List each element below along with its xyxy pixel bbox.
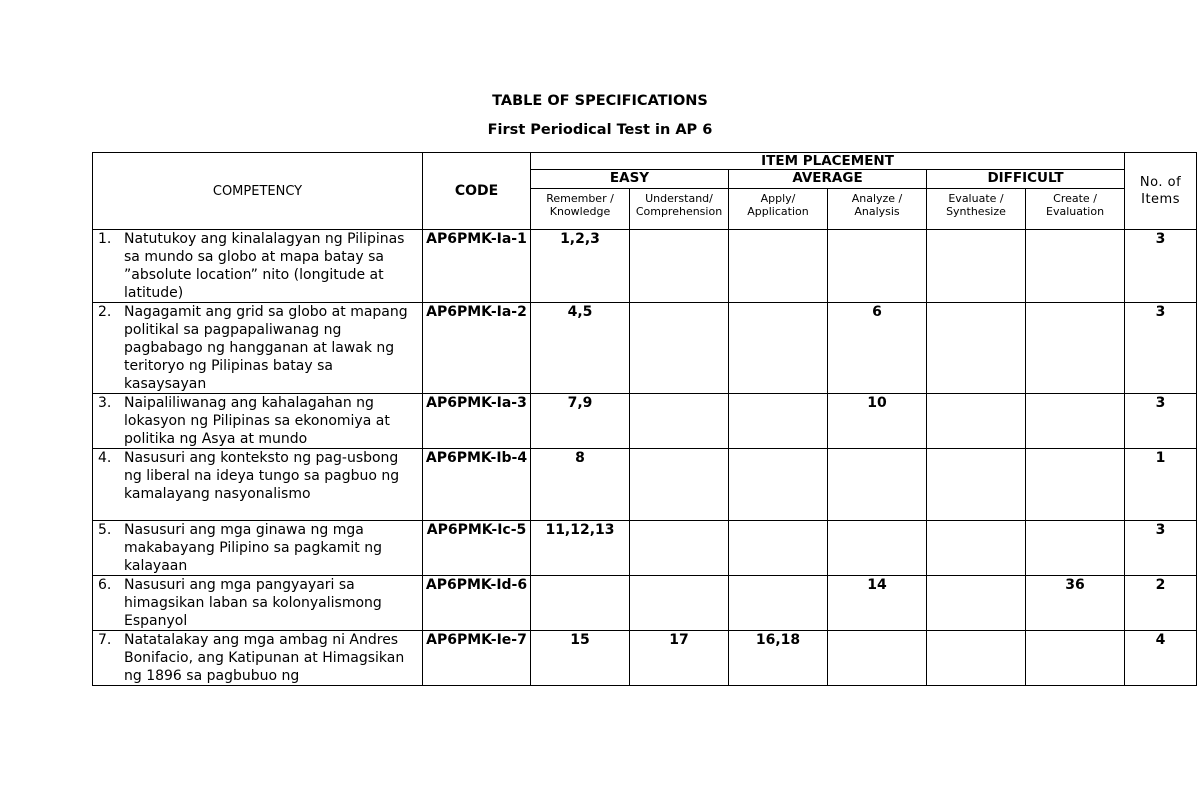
table-row <box>93 303 1197 394</box>
subheader-apply: Apply/ Application <box>729 189 828 230</box>
item-placement-cell <box>729 449 828 521</box>
competency-cell <box>93 230 423 303</box>
subheader-analyze: Analyze / Analysis <box>828 189 927 230</box>
item-placement-cell: 1,2,3 <box>531 230 630 303</box>
table-row <box>93 449 1197 521</box>
no-of-items-cell: 2 <box>1125 576 1197 631</box>
subheader-evaluate: Evaluate / Synthesize <box>927 189 1026 230</box>
item-placement-cell: 14 <box>828 576 927 631</box>
item-placement-cell <box>828 230 927 303</box>
item-placement-cell: 11,12,13 <box>531 521 630 576</box>
item-placement-cell <box>1026 394 1125 449</box>
code-cell: AP6PMK-Ia-2 <box>423 303 531 394</box>
item-placement-cell <box>531 576 630 631</box>
document-subtitle: First Periodical Test in AP 6 <box>487 122 713 138</box>
header-item-placement: ITEM PLACEMENT <box>531 153 1125 170</box>
specifications-table <box>92 152 1197 686</box>
competency-number: 5. <box>98 522 112 538</box>
item-placement-cell <box>630 521 729 576</box>
item-placement-cell <box>828 521 927 576</box>
competency-number: 2. <box>98 304 112 320</box>
no-of-items-cell: 1 <box>1125 449 1197 521</box>
item-placement-cell <box>1026 631 1125 686</box>
competency-text: Naipaliliwanag ang kahalagahan ng lokasyon ng Pilipinas sa ekonomiya at politika ng Asya at mundo <box>124 395 390 447</box>
competency-text: Natutukoy ang kinalalagyan ng Pilipinas sa mundo sa globo at mapa batay sa ”absolute location” nito (longitude at latitude) <box>124 231 405 301</box>
item-placement-cell <box>1026 521 1125 576</box>
item-placement-cell <box>729 230 828 303</box>
item-placement-cell: 15 <box>531 631 630 686</box>
item-placement-cell <box>1026 303 1125 394</box>
item-placement-cell <box>729 303 828 394</box>
item-placement-cell <box>729 394 828 449</box>
item-placement-cell <box>1026 230 1125 303</box>
header-no-of-items: No. of Items <box>1125 153 1197 230</box>
item-placement-cell <box>927 576 1026 631</box>
item-placement-cell <box>927 449 1026 521</box>
competency-text: Nasusuri ang mga ginawa ng mga makabayang Pilipino sa pagkamit ng kalayaan <box>124 522 383 574</box>
item-placement-cell: 4,5 <box>531 303 630 394</box>
item-placement-cell <box>828 449 927 521</box>
code-cell: AP6PMK-Ie-7 <box>423 631 531 686</box>
item-placement-cell: 16,18 <box>729 631 828 686</box>
item-placement-cell <box>729 521 828 576</box>
competency-number: 7. <box>98 632 112 648</box>
competency-cell <box>93 303 423 394</box>
code-cell: AP6PMK-Ic-5 <box>423 521 531 576</box>
code-cell: AP6PMK-Id-6 <box>423 576 531 631</box>
header-easy: EASY <box>531 170 729 189</box>
competency-text: Nasusuri ang konteksto ng pag-usbong ng liberal na ideya tungo sa pagbuo ng kamalayang nasyonalismo <box>124 450 400 502</box>
subheader-remember: Remember / Knowledge <box>531 189 630 230</box>
no-of-items-cell: 4 <box>1125 631 1197 686</box>
item-placement-cell <box>729 576 828 631</box>
item-placement-cell <box>927 521 1026 576</box>
competency-cell <box>93 631 423 686</box>
item-placement-cell <box>630 576 729 631</box>
competency-text: Nagagamit ang grid sa globo at mapang politikal sa pagpapaliwanag ng pagbabago ng hangganan at lawak ng teritoryo ng Pilipinas batay sa kasaysayan <box>124 304 408 392</box>
competency-text: Nasusuri ang mga pangyayari sa himagsikan laban sa kolonyalismong Espanyol <box>124 577 382 629</box>
no-of-items-cell: 3 <box>1125 394 1197 449</box>
competency-cell <box>93 449 423 521</box>
item-placement-cell: 36 <box>1026 576 1125 631</box>
competency-number: 6. <box>98 577 112 593</box>
item-placement-cell: 10 <box>828 394 927 449</box>
item-placement-cell <box>927 631 1026 686</box>
code-cell: AP6PMK-Ia-1 <box>423 230 531 303</box>
item-placement-cell <box>630 449 729 521</box>
subheader-create: Create / Evaluation <box>1026 189 1125 230</box>
item-placement-cell <box>927 303 1026 394</box>
item-placement-cell: 8 <box>531 449 630 521</box>
competency-cell <box>93 394 423 449</box>
code-cell: AP6PMK-Ia-3 <box>423 394 531 449</box>
header-competency: COMPETENCY <box>93 153 423 230</box>
item-placement-cell: 17 <box>630 631 729 686</box>
table-row <box>93 521 1197 576</box>
competency-number: 3. <box>98 395 112 411</box>
table-row <box>93 394 1197 449</box>
header-code: CODE <box>423 153 531 230</box>
competency-cell <box>93 521 423 576</box>
code-cell: AP6PMK-Ib-4 <box>423 449 531 521</box>
item-placement-cell <box>630 394 729 449</box>
no-of-items-cell: 3 <box>1125 230 1197 303</box>
item-placement-cell <box>630 230 729 303</box>
item-placement-cell: 7,9 <box>531 394 630 449</box>
item-placement-cell <box>1026 449 1125 521</box>
competency-cell <box>93 576 423 631</box>
table-row <box>93 631 1197 686</box>
competency-number: 1. <box>98 231 112 247</box>
no-of-items-cell: 3 <box>1125 521 1197 576</box>
header-difficult: DIFFICULT <box>927 170 1125 189</box>
item-placement-cell <box>630 303 729 394</box>
no-of-items-cell: 3 <box>1125 303 1197 394</box>
table-row <box>93 576 1197 631</box>
document-title: TABLE OF SPECIFICATIONS <box>492 93 708 109</box>
item-placement-cell <box>927 394 1026 449</box>
item-placement-cell <box>828 631 927 686</box>
competency-text: Natatalakay ang mga ambag ni Andres Bonifacio, ang Katipunan at Himagsikan ng 1896 sa pagbubuo ng <box>124 632 405 684</box>
subheader-understand: Understand/ Comprehension <box>630 189 729 230</box>
header-average: AVERAGE <box>729 170 927 189</box>
item-placement-cell: 6 <box>828 303 927 394</box>
item-placement-cell <box>927 230 1026 303</box>
table-row <box>93 230 1197 303</box>
competency-number: 4. <box>98 450 112 466</box>
